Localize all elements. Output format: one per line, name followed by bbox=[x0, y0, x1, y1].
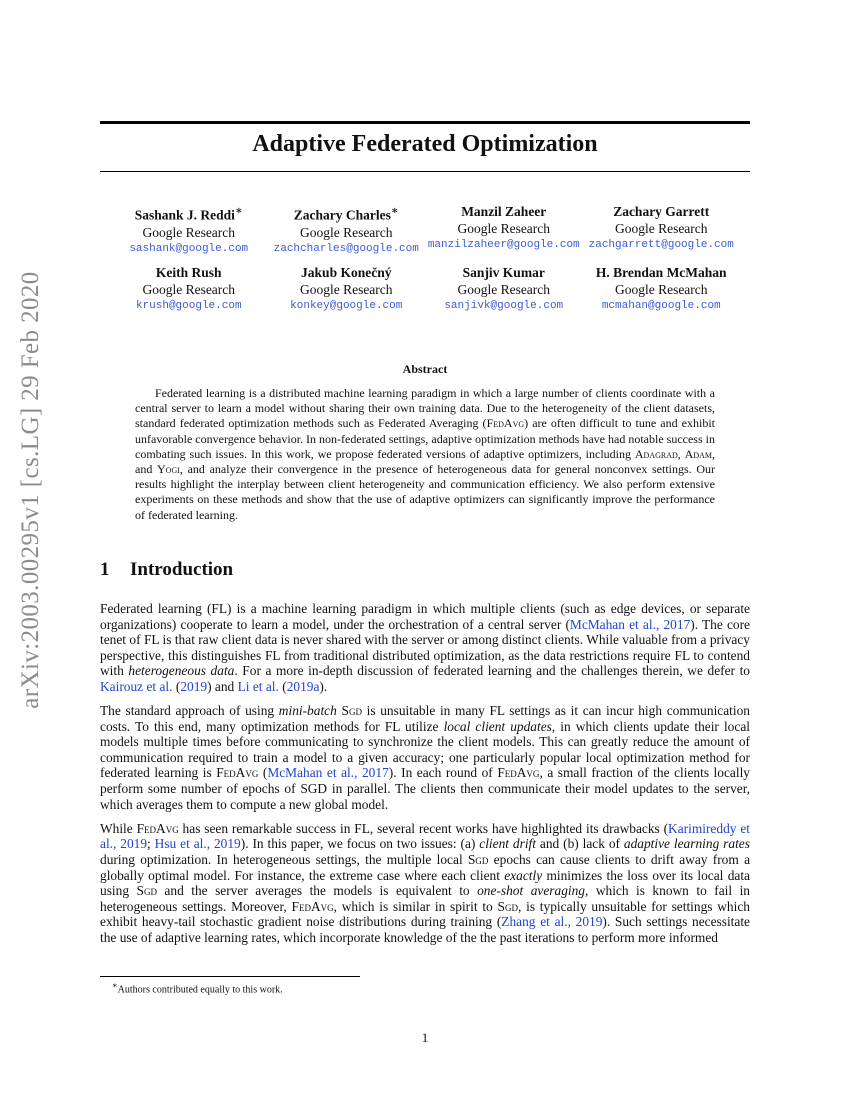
yogi-term: Yogi bbox=[157, 462, 180, 477]
author-block bbox=[268, 264, 426, 315]
citation-link[interactable]: Kairouz et al. bbox=[100, 678, 173, 694]
author-email[interactable]: sanjivk@google.com bbox=[444, 300, 564, 312]
author-email[interactable]: manzilzaheer@google.com bbox=[427, 239, 580, 251]
author-email[interactable]: sashank@google.com bbox=[129, 242, 249, 255]
fedavg-term: FedAvg bbox=[216, 765, 259, 781]
arxiv-stamp bbox=[14, 271, 48, 709]
author-block bbox=[110, 203, 268, 258]
author-email[interactable]: zachcharles@google.com bbox=[273, 242, 419, 255]
author-email[interactable]: zachgarrett@google.com bbox=[588, 239, 734, 251]
section-heading bbox=[100, 559, 233, 581]
paragraph: Federated learning (FL) is a machine learning paradigm in which multiple clients (such as edge devices, or separate organizations) cooperate to learn a model, under the orchestration of a central server (McMahan et al., 2017). The core tenet of FL is that raw client data is never shared with the server or among distinct clients. While valuable from a privacy perspective, this distinguishes FL from traditional distributed optimization, as the data restrictions require FL to contend with heterogeneous data. For a more in-depth discussion of federated learning and the challenges therein, we defer to Kairouz et al. (2019) and Li et al. (2019a). bbox=[100, 601, 751, 694]
author-row-2 bbox=[110, 264, 740, 315]
author-affiliation: Google Research bbox=[299, 282, 393, 297]
author-affiliation: Google Research bbox=[457, 221, 551, 236]
arxiv-stamp-text: arXiv:2003.00295v1 [cs.LG] 29 Feb 2020 bbox=[17, 271, 44, 709]
equal-contrib-mark: ∗ bbox=[390, 205, 399, 217]
author-affiliation: Google Research bbox=[614, 221, 708, 236]
citation-link[interactable]: Zhang et al., 2019 bbox=[501, 914, 603, 930]
sgd-term: Sgd bbox=[497, 898, 518, 914]
author-block bbox=[110, 264, 268, 315]
title-rule-bottom bbox=[100, 171, 750, 172]
section-number: 1 bbox=[100, 559, 110, 580]
citation-link[interactable]: 2019a bbox=[286, 678, 320, 694]
author-affiliation: Google Research bbox=[299, 224, 393, 240]
author-email[interactable]: konkey@google.com bbox=[290, 300, 403, 312]
title-rule-top bbox=[100, 121, 750, 124]
adagrad-term: Adagrad bbox=[634, 446, 678, 461]
author-email[interactable]: krush@google.com bbox=[135, 300, 242, 312]
footnote-text: Authors contributed equally to this work. bbox=[117, 984, 283, 996]
page-number: 1 bbox=[421, 1030, 429, 1045]
author-block bbox=[268, 203, 426, 258]
sgd-term: Sgd bbox=[467, 851, 489, 867]
author-row-1 bbox=[110, 203, 740, 258]
fedavg-term: FedAvg bbox=[497, 765, 540, 781]
citation-link[interactable]: Hsu et al., 2019 bbox=[154, 836, 241, 852]
abstract-heading: Abstract bbox=[402, 362, 448, 376]
paragraph: While FedAvg has seen remarkable success in FL, several recent works have highlighted its drawbacks (Karimireddy et al., 2019; Hsu et al., 2019). In this paper, we focus on two issues: (a) client drift and (b) lack of adaptive learning rates during optimization. In heterogeneous settings, the multiple local Sgd epochs can cause clients to drift away from a globally optimal model. For instance, the extreme case where each client exactly minimizes the loss over its local data using Sgd and the server averages the models is equivalent to one-shot averaging, which is known to fail in heterogeneous settings. Moreover, FedAvg, which is similar in spirit to Sgd, is typically unsuitable for settings which exhibit heavy-tail stochastic gradient noise distributions during training (Zhang et al., 2019). Such settings necessitate the use of adaptive learning rates, which incorporate knowledge of the the past iterations to perform more informed bbox=[100, 820, 751, 945]
footnote-rule bbox=[100, 976, 360, 977]
author-affiliation: Google Research bbox=[457, 282, 551, 297]
author-name: Sashank J. Reddi bbox=[134, 207, 235, 223]
citation-link[interactable]: McMahan et al., 2017 bbox=[267, 765, 389, 781]
citation-link[interactable]: Karimireddy et al., 2019 bbox=[100, 820, 750, 852]
author-affiliation: Google Research bbox=[614, 282, 708, 297]
fedavg-term: FedAvg bbox=[136, 820, 179, 836]
fedavg-term: FedAvg bbox=[486, 416, 525, 431]
sgd-term: Sgd bbox=[341, 703, 362, 719]
author-block bbox=[583, 264, 741, 315]
author-affiliation: Google Research bbox=[142, 282, 236, 297]
paper-title: Adaptive Federated Optimization bbox=[252, 131, 598, 157]
author-name: Sanjiv Kumar bbox=[462, 265, 545, 280]
citation-link[interactable]: 2019 bbox=[180, 678, 208, 694]
sgd-term: Sgd bbox=[136, 883, 157, 899]
author-block bbox=[425, 203, 583, 258]
author-name: Zachary Charles bbox=[293, 207, 391, 223]
author-affiliation: Google Research bbox=[142, 224, 236, 240]
author-block bbox=[583, 203, 741, 258]
abstract-body: Federated learning is a distributed machine learning paradigm in which a large number of clients coordinate with a central server to learn a model without sharing their own training data. Due to the heterogeneity of the client datasets, standard federated optimization methods such as Federated Averaging (FedAvg) are often difficult to tune and exhibit unfavorable convergence behavior. In non-federated settings, adaptive optimization methods have had notable success in combating such issues. In this work, we propose federated versions of adaptive optimizers, including Adagrad, Adam, and Yogi, and analyze their convergence in the presence of heterogeneous data for general nonconvex settings. Our results highlight the interplay between client heterogeneity and communication efficiency. We also perform extensive experiments on these methods and show that the use of adaptive optimizers can significantly improve the performance of federated learning. bbox=[135, 386, 716, 522]
fedavg-term: FedAvg bbox=[291, 898, 334, 914]
citation-link[interactable]: McMahan et al., 2017 bbox=[569, 616, 691, 632]
author-email[interactable]: mcmahan@google.com bbox=[601, 300, 721, 312]
author-name: Zachary Garrett bbox=[613, 204, 710, 219]
footnote-mark: ∗ bbox=[112, 981, 118, 990]
equal-contrib-mark: ∗ bbox=[234, 205, 243, 217]
intro-body bbox=[100, 601, 750, 954]
paragraph: The standard approach of using mini-batch Sgd is unsuitable in many FL settings as it can incur high communication costs. To this end, many optimization methods for FL utilize local client updates, in which clients update their local models multiple times before communicating to synchronize the client models. This can greatly reduce the amount of communication required to train a model to a given accuracy; one particularly popular local optimization method for federated learning is FedAvg (McMahan et al., 2017). In each round of FedAvg, a small fraction of the clients locally perform some number of epochs of SGD in parallel. The clients then communicate their model updates to the server, which averages them to compute a new global model. bbox=[100, 703, 751, 812]
section-title: Introduction bbox=[130, 559, 234, 580]
adam-term: Adam bbox=[684, 446, 713, 461]
author-name: H. Brendan McMahan bbox=[595, 265, 727, 280]
author-name: Jakub Konečný bbox=[301, 265, 392, 280]
author-name: Manzil Zaheer bbox=[461, 204, 547, 219]
footnote bbox=[112, 980, 283, 995]
citation-link[interactable]: Li et al. bbox=[237, 678, 279, 694]
author-name: Keith Rush bbox=[155, 265, 222, 280]
author-block bbox=[425, 264, 583, 315]
